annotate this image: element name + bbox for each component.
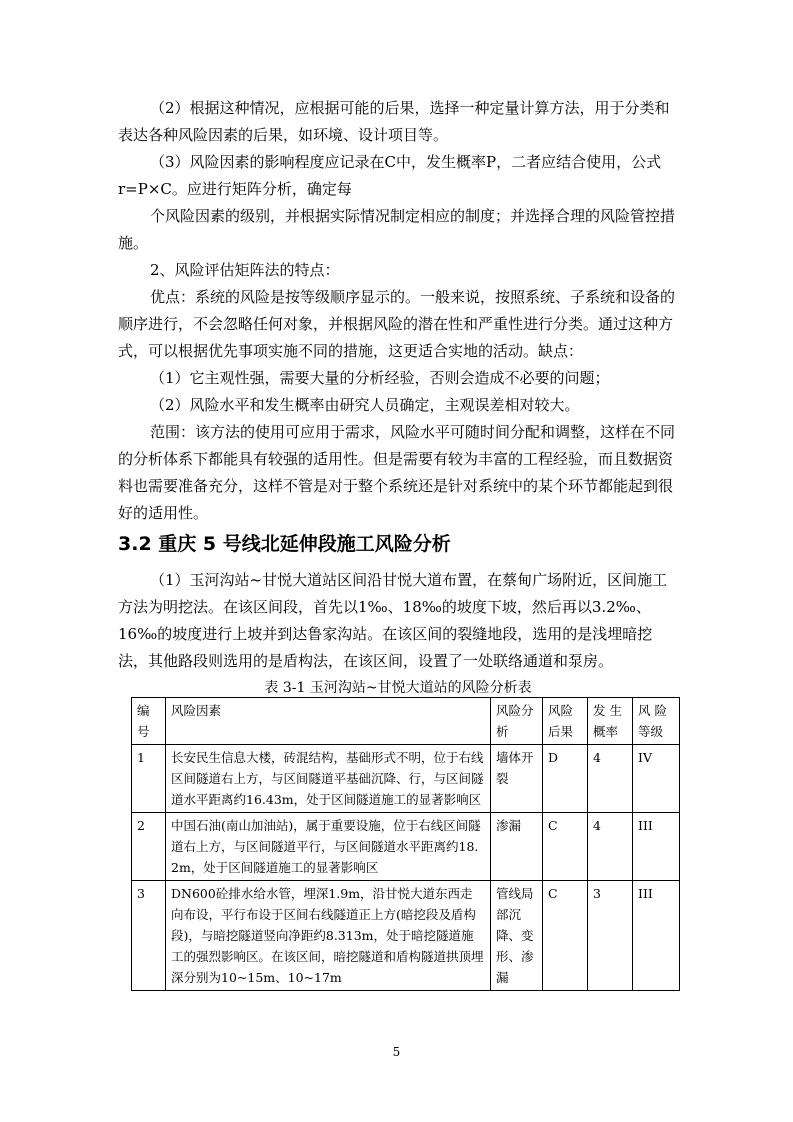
header-risk-level: 风 险等级 bbox=[633, 698, 680, 745]
cell-risk-factor: 中国石油(南山加油站)，属于重要设施，位于右线区间隧道右上方，与区间隧道平行，与区间隧道水平距离约18.2m，处于区间隧道施工的显著影响区 bbox=[166, 813, 491, 881]
paragraph-scope: 范围：该方法的使用可应用于需求，风险水平可随时间分配和调整，这样在不同的分析体系下都能具有较强的适用性。但是需要有较为丰富的工程经验，而且数据资料也需要准备充分，这样不管是对于整个系统还是针对系统中的某个环节都能起到很好的适用性。 bbox=[118, 423, 676, 522]
cell-number: 3 bbox=[132, 881, 166, 991]
header-risk-analysis: 风险分析 bbox=[491, 698, 543, 745]
cell-risk-analysis: 墙体开裂 bbox=[491, 745, 543, 813]
cell-level: III bbox=[633, 881, 680, 991]
table-row bbox=[132, 745, 680, 813]
paragraph-risk-level: 个风险因素的级别，并根据实际情况制定相应的制度；并选择合理的风险管控措施。 bbox=[118, 207, 676, 252]
table-row bbox=[132, 813, 680, 881]
header-risk-consequence: 风险后果 bbox=[543, 698, 588, 745]
table-row bbox=[132, 881, 680, 991]
header-number: 编号 bbox=[132, 698, 166, 745]
cell-risk-factor: 长安民生信息大楼，砖混结构，基础形式不明，位于右线区间隧道右上方，与区间隧道平基础沉降、行，与区间隧道水平距离约16.43m，处于区间隧道施工的显著影响区 bbox=[166, 745, 491, 813]
paragraph-disadvantage-2: （2）风险水平和发生概率由研究人员确定，主观误差相对较大。 bbox=[150, 396, 580, 414]
risk-analysis-table bbox=[131, 697, 680, 991]
cell-number: 1 bbox=[132, 745, 166, 813]
paragraph-risk-formula: （3）风险因素的影响程度应记录在C中，发生概率P，二者应结合使用，公式r=P×C。应进行矩阵分析，确定每 bbox=[118, 153, 662, 198]
cell-risk-factor: DN600砼排水给水管，埋深1.9m，沿甘悦大道东西走向布设，平行布设于区间右线隧道正上方(暗挖段及盾构段)，与暗挖隧道竖向净距约8.313m，处于暗挖隧道施工的强烈影响区。在该区间，暗挖隧道和盾构隧道拱顶埋深分别为10~15m、10~17m bbox=[166, 881, 491, 991]
paragraph-consequence-method: （2）根据这种情况，应根据可能的后果，选择一种定量计算方法，用于分类和表达各种风险因素的后果，如环境、设计项目等。 bbox=[118, 99, 670, 144]
cell-level: IV bbox=[633, 745, 680, 813]
cell-consequence: D bbox=[543, 745, 588, 813]
cell-consequence: C bbox=[543, 813, 588, 881]
cell-level: III bbox=[633, 813, 680, 881]
cell-risk-analysis: 渗漏 bbox=[491, 813, 543, 881]
table-header-row bbox=[132, 698, 680, 745]
cell-number: 2 bbox=[132, 813, 166, 881]
paragraph-matrix-features: 2、风险评估矩阵法的特点： bbox=[150, 261, 340, 279]
paragraph-disadvantage-1: （1）它主观性强，需要大量的分析经验，否则会造成不必要的问题； bbox=[150, 369, 610, 387]
cell-probability: 4 bbox=[588, 745, 633, 813]
section-heading: 3.2 重庆 5 号线北延伸段施工风险分析 bbox=[118, 533, 451, 555]
cell-risk-analysis: 管线局部沉降、变形、渗漏 bbox=[491, 881, 543, 991]
paragraph-section-intro: （1）玉河沟站~甘悦大道站区间沿甘悦大道布置，在蔡甸广场附近，区间施工方法为明挖法。在该区间段，首先以1‰、18‰的坡度下坡，然后再以3.2‰、16‰的坡度进行上坡并到达鲁家沟站。在该区间的裂缝地段，选用的是浅埋暗挖法，其他路段则选用的是盾构法，在该区间，设置了一处联络通道和泵房。 bbox=[118, 571, 668, 670]
table-caption: 表 3-1 玉河沟站~甘悦大道站的风险分析表 bbox=[264, 680, 532, 696]
cell-probability: 4 bbox=[588, 813, 633, 881]
paragraph-advantages: 优点：系统的风险是按等级顺序显示的。一般来说，按照系统、子系统和设备的顺序进行，不会忽略任何对象，并根据风险的潜在性和严重性进行分类。通过这种方式，可以根据优先事项实施不同的措施，这更适合实地的活动。缺点： bbox=[118, 288, 676, 360]
cell-consequence: C bbox=[543, 881, 588, 991]
header-risk-factor: 风险因素 bbox=[166, 698, 491, 745]
cell-probability: 3 bbox=[588, 881, 633, 991]
header-probability: 发 生概率 bbox=[588, 698, 633, 745]
page-number: 5 bbox=[392, 1045, 401, 1059]
